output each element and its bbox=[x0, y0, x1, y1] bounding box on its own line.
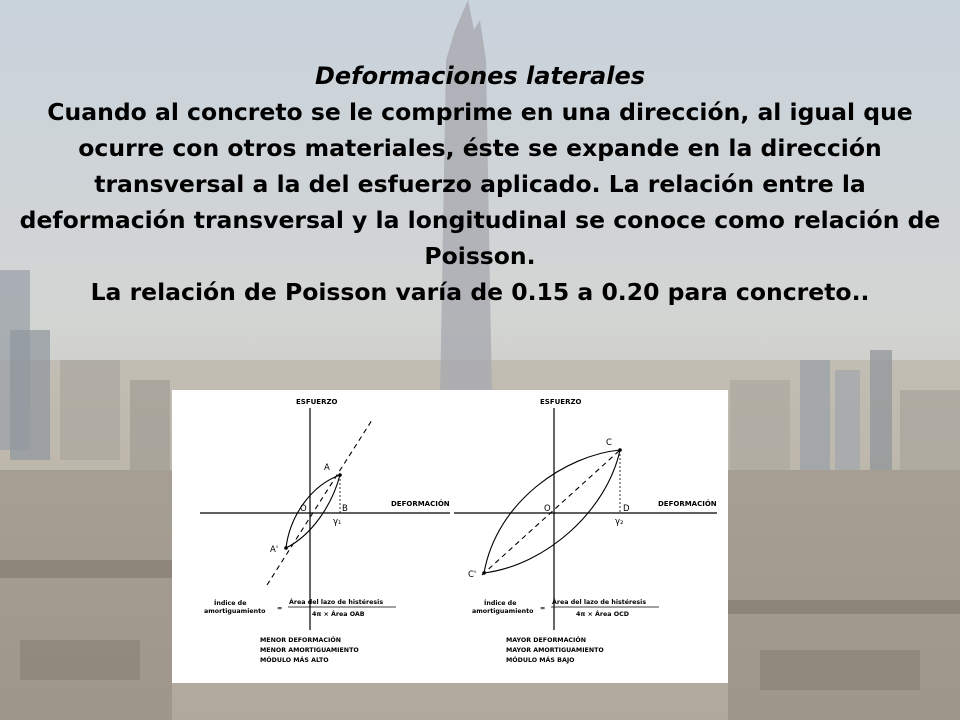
slide-title: Deformaciones laterales bbox=[314, 62, 646, 90]
left-numerator: Área del lazo de histéresis bbox=[289, 599, 384, 606]
left-hysteresis-loop bbox=[286, 475, 340, 548]
right-point-d: D bbox=[623, 504, 630, 514]
left-note-3: MÓDULO MÁS ALTO bbox=[260, 657, 329, 664]
right-note-2: MAYOR AMORTIGUAMIENTO bbox=[506, 647, 604, 654]
right-gamma-label: γ₂ bbox=[615, 517, 624, 527]
slide-text bbox=[0, 58, 960, 310]
right-point-o: O bbox=[544, 504, 551, 514]
left-gamma-label: γ₁ bbox=[333, 517, 342, 527]
left-index-label-1: Índice de bbox=[214, 600, 247, 607]
right-equals: = bbox=[540, 605, 546, 612]
right-note-3: MÓDULO MÁS BAJO bbox=[506, 657, 575, 664]
hysteresis-diagrams bbox=[172, 390, 728, 683]
left-modulus-line bbox=[267, 420, 372, 585]
hysteresis-figure bbox=[172, 390, 728, 683]
left-point-o: O bbox=[300, 504, 307, 514]
left-y-axis-label: ESFUERZO bbox=[296, 398, 338, 406]
left-point-a-marker bbox=[338, 473, 342, 477]
right-denominator: 4π × Área OCD bbox=[576, 611, 629, 618]
left-index-label-2: amortiguamiento bbox=[204, 608, 266, 615]
right-x-axis-label: DEFORMACIÓN bbox=[658, 500, 717, 508]
right-diagram bbox=[454, 398, 717, 664]
left-denominator: 4π × Área OAB bbox=[312, 611, 365, 618]
slide-paragraph-1: Cuando al concreto se le comprime en una dirección, al igual que ocurre con otros materiales, éste se expande en la dirección transversal a la del esfuerzo aplicado. La relación entre la deformación transversal y la longitudinal se conoce como relación de Poisson. bbox=[19, 98, 941, 270]
right-note-1: MAYOR DEFORMACIÓN bbox=[506, 637, 587, 644]
right-numerator: Área del lazo de histéresis bbox=[552, 599, 647, 606]
left-point-a-prime-marker bbox=[284, 546, 288, 550]
right-index-label-1: Índice de bbox=[484, 600, 517, 607]
left-point-b: B bbox=[342, 504, 348, 514]
slide-paragraph-2: La relación de Poisson varía de 0.15 a 0.20 para concreto.. bbox=[90, 278, 870, 306]
left-note-2: MENOR AMORTIGUAMIENTO bbox=[260, 647, 359, 654]
left-point-a-prime: A' bbox=[270, 545, 279, 555]
left-diagram bbox=[200, 398, 450, 664]
right-y-axis-label: ESFUERZO bbox=[540, 398, 582, 406]
right-point-c-prime: C' bbox=[468, 570, 477, 580]
left-point-a: A bbox=[324, 463, 330, 473]
right-point-c: C bbox=[606, 438, 612, 448]
right-point-c-marker bbox=[618, 448, 622, 452]
left-note-1: MENOR DEFORMACIÓN bbox=[260, 637, 341, 644]
right-index-label-2: amortiguamiento bbox=[472, 608, 534, 615]
left-x-axis-label: DEFORMACIÓN bbox=[391, 500, 450, 508]
left-equals: = bbox=[277, 605, 283, 612]
right-point-c-prime-marker bbox=[482, 571, 486, 575]
